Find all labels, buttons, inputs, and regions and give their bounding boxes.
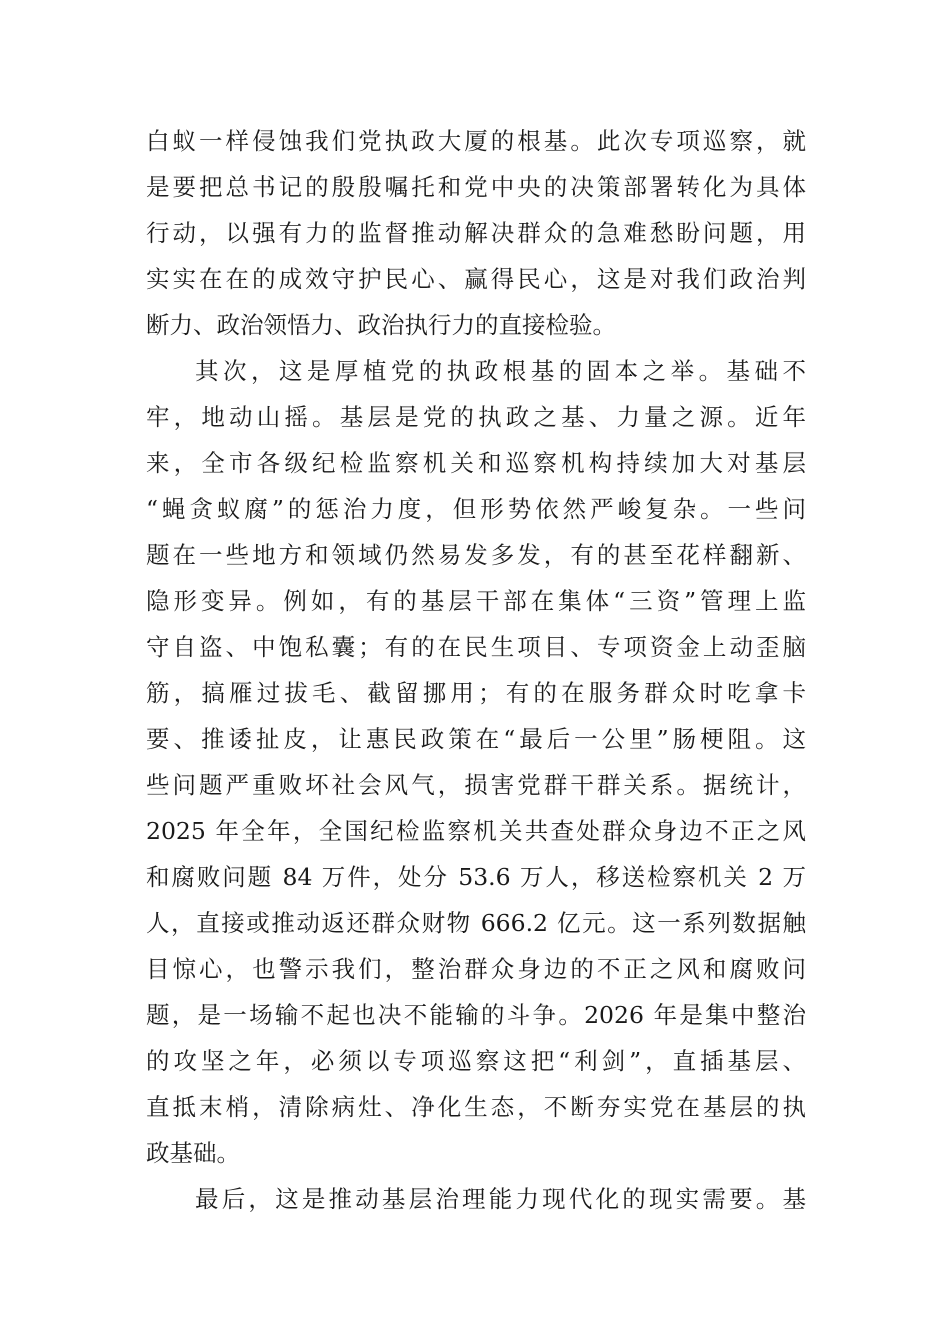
text-line: 2025 年全年，全国纪检监察机关共查处群众身边不正之风 [146, 817, 806, 845]
text-line: 些问题严重败坏社会风气，损害党群干群关系。据统计， [146, 771, 806, 799]
text-line: 白蚁一样侵蚀我们党执政大厦的根基。此次专项巡察，就 [146, 127, 806, 155]
text-line: 隐形变异。例如，有的基层干部在集体“三资”管理上监 [146, 587, 806, 615]
text-line: 题在一些地方和领域仍然易发多发，有的甚至花样翻新、 [146, 541, 806, 569]
text-line: 的攻坚之年，必须以专项巡察这把“利剑”，直插基层、 [146, 1047, 806, 1075]
text-line: 行动，以强有力的监督推动解决群众的急难愁盼问题，用 [146, 219, 806, 247]
text-line: “蝇贪蚁腐”的惩治力度，但形势依然严峻复杂。一些问 [146, 495, 806, 523]
text-line: 人，直接或推动返还群众财物 666.2 亿元。这一系列数据触 [146, 909, 806, 937]
text-line: 守自盗、中饱私囊；有的在民生项目、专项资金上动歪脑 [146, 633, 806, 661]
text-line: 来，全市各级纪检监察机关和巡察机构持续加大对基层 [146, 449, 806, 477]
text-line: 要、推诿扯皮，让惠民政策在“最后一公里”肠梗阻。这 [146, 725, 806, 753]
text-line: 题，是一场输不起也决不能输的斗争。2026 年是集中整治 [146, 1001, 806, 1029]
text-line: 筋，搞雁过拔毛、截留挪用；有的在服务群众时吃拿卡 [146, 679, 806, 707]
text-line: 断力、政治领悟力、政治执行力的直接检验。 [146, 311, 616, 339]
text-line: 是要把总书记的殷殷嘱托和党中央的决策部署转化为具体 [146, 173, 806, 201]
text-line: 政基础。 [146, 1139, 240, 1167]
body-text [146, 118, 806, 1222]
text-line: 和腐败问题 84 万件，处分 53.6 万人，移送检察机关 2 万 [146, 863, 806, 891]
text-line: 目惊心，也警示我们，整治群众身边的不正之风和腐败问 [146, 955, 806, 983]
paragraph-start-line: 其次，这是厚植党的执政根基的固本之举。基础不 [195, 357, 806, 385]
text-line: 牢，地动山摇。基层是党的执政之基、力量之源。近年 [146, 403, 806, 431]
paragraph-start-line: 最后，这是推动基层治理能力现代化的现实需要。基 [195, 1185, 806, 1213]
text-line: 实实在在的成效守护民心、赢得民心，这是对我们政治判 [146, 265, 806, 293]
text-line: 直抵末梢，清除病灶、净化生态，不断夯实党在基层的执 [146, 1093, 806, 1121]
